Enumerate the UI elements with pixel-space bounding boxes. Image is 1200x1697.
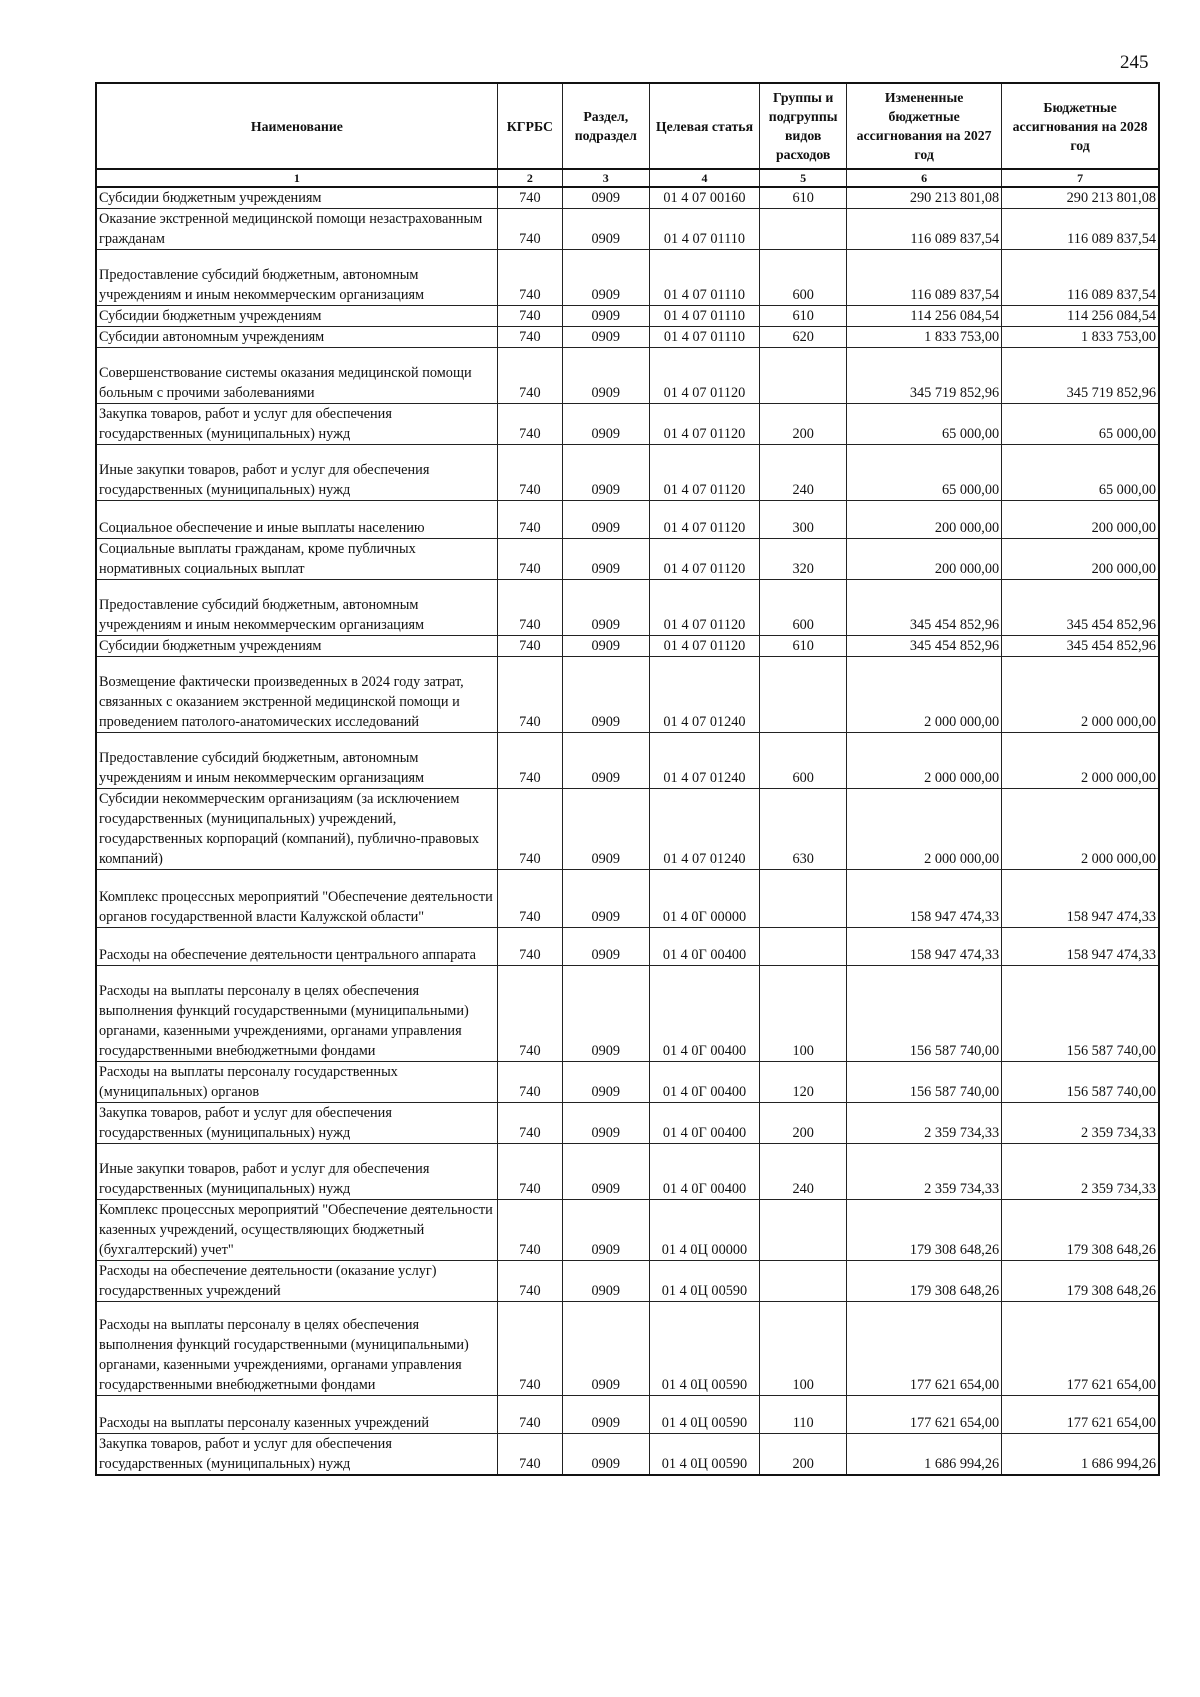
row-amount-2027: 345 454 852,96: [847, 636, 1002, 657]
row-section: 0909: [562, 966, 649, 1062]
budget-table: [95, 82, 1160, 1476]
table-header-row: [96, 83, 1159, 169]
column-number: 4: [649, 169, 760, 187]
row-name: Комплекс процессных мероприятий "Обеспечение деятельности казенных учреждений, осуществляющих бюджетный (бухгалтерский) учет": [96, 1200, 497, 1261]
row-group: [760, 209, 847, 250]
row-amount-2028: 1 686 994,26: [1002, 1434, 1159, 1476]
row-name: Предоставление субсидий бюджетным, автономным учреждениям и иным некоммерческим организациям: [96, 733, 497, 789]
row-amount-2027: 158 947 474,33: [847, 928, 1002, 966]
row-kgrbs: 740: [497, 870, 562, 928]
row-amount-2027: 156 587 740,00: [847, 966, 1002, 1062]
column-number: 3: [562, 169, 649, 187]
row-amount-2027: 345 719 852,96: [847, 348, 1002, 404]
row-amount-2028: 179 308 648,26: [1002, 1200, 1159, 1261]
row-section: 0909: [562, 1062, 649, 1103]
table-body: [96, 187, 1159, 1475]
row-amount-2027: 200 000,00: [847, 501, 1002, 539]
row-name: Предоставление субсидий бюджетным, автономным учреждениям и иным некоммерческим организациям: [96, 250, 497, 306]
row-name: Закупка товаров, работ и услуг для обеспечения государственных (муниципальных) нужд: [96, 1434, 497, 1476]
row-section: 0909: [562, 404, 649, 445]
row-amount-2027: 156 587 740,00: [847, 1062, 1002, 1103]
row-amount-2027: 2 000 000,00: [847, 789, 1002, 870]
table-row: [96, 539, 1159, 580]
row-target: 01 4 07 01120: [649, 501, 760, 539]
row-target: 01 4 0Г 00400: [649, 1144, 760, 1200]
row-section: 0909: [562, 501, 649, 539]
row-kgrbs: 740: [497, 928, 562, 966]
row-target: 01 4 0Ц 00590: [649, 1434, 760, 1476]
table-row: [96, 306, 1159, 327]
header-section: Раздел, подраздел: [562, 83, 649, 169]
row-group: 610: [760, 306, 847, 327]
row-group: 200: [760, 1103, 847, 1144]
row-name: Расходы на выплаты персоналу казенных учреждений: [96, 1396, 497, 1434]
row-kgrbs: 740: [497, 1261, 562, 1302]
table-row: [96, 870, 1159, 928]
row-amount-2027: 177 621 654,00: [847, 1302, 1002, 1396]
row-amount-2028: 2 359 734,33: [1002, 1144, 1159, 1200]
row-amount-2027: 114 256 084,54: [847, 306, 1002, 327]
row-section: 0909: [562, 1200, 649, 1261]
table-row: [96, 580, 1159, 636]
table-row: [96, 1302, 1159, 1396]
row-amount-2027: 116 089 837,54: [847, 250, 1002, 306]
row-amount-2027: 179 308 648,26: [847, 1200, 1002, 1261]
row-name: Комплекс процессных мероприятий "Обеспечение деятельности органов государственной власти Калужской области": [96, 870, 497, 928]
row-name: Расходы на обеспечение деятельности (оказание услуг) государственных учреждений: [96, 1261, 497, 1302]
row-group: [760, 1200, 847, 1261]
row-target: 01 4 07 01120: [649, 404, 760, 445]
table-row: [96, 1062, 1159, 1103]
row-group: 630: [760, 789, 847, 870]
row-name: Оказание экстренной медицинской помощи незастрахованным гражданам: [96, 209, 497, 250]
row-group: 240: [760, 1144, 847, 1200]
table-row: [96, 966, 1159, 1062]
table-row: [96, 250, 1159, 306]
row-amount-2028: 65 000,00: [1002, 445, 1159, 501]
row-target: 01 4 07 01240: [649, 789, 760, 870]
row-group: 600: [760, 733, 847, 789]
column-number: 6: [847, 169, 1002, 187]
row-amount-2027: 1 833 753,00: [847, 327, 1002, 348]
row-section: 0909: [562, 187, 649, 209]
row-name: Совершенствование системы оказания медицинской помощи больным с прочими заболеваниями: [96, 348, 497, 404]
row-amount-2027: 1 686 994,26: [847, 1434, 1002, 1476]
row-target: 01 4 0Г 00400: [649, 1062, 760, 1103]
row-group: 620: [760, 327, 847, 348]
row-target: 01 4 07 01240: [649, 733, 760, 789]
row-name: Расходы на выплаты персоналу государственных (муниципальных) органов: [96, 1062, 497, 1103]
row-group: [760, 348, 847, 404]
column-number: 1: [96, 169, 497, 187]
table-row: [96, 789, 1159, 870]
row-target: 01 4 0Ц 00590: [649, 1261, 760, 1302]
table-row: [96, 348, 1159, 404]
table-row: [96, 404, 1159, 445]
row-target: 01 4 07 01120: [649, 580, 760, 636]
row-kgrbs: 740: [497, 789, 562, 870]
column-number: 7: [1002, 169, 1159, 187]
row-section: 0909: [562, 928, 649, 966]
row-section: 0909: [562, 657, 649, 733]
row-group: 100: [760, 966, 847, 1062]
row-amount-2027: 345 454 852,96: [847, 580, 1002, 636]
row-target: 01 4 07 00160: [649, 187, 760, 209]
row-kgrbs: 740: [497, 1396, 562, 1434]
row-name: Иные закупки товаров, работ и услуг для обеспечения государственных (муниципальных) нужд: [96, 1144, 497, 1200]
row-amount-2027: 2 359 734,33: [847, 1103, 1002, 1144]
table-row: [96, 1103, 1159, 1144]
row-amount-2028: 114 256 084,54: [1002, 306, 1159, 327]
row-group: [760, 657, 847, 733]
row-group: 110: [760, 1396, 847, 1434]
table-row: [96, 187, 1159, 209]
row-amount-2028: 2 000 000,00: [1002, 733, 1159, 789]
row-kgrbs: 740: [497, 539, 562, 580]
row-amount-2028: 2 000 000,00: [1002, 789, 1159, 870]
row-amount-2028: 158 947 474,33: [1002, 870, 1159, 928]
row-section: 0909: [562, 348, 649, 404]
row-name: Субсидии некоммерческим организациям (за исключением государственных (муниципальных) учреждений, государственных корпораций (компаний), публично-правовых компаний): [96, 789, 497, 870]
row-section: 0909: [562, 1144, 649, 1200]
row-amount-2028: 116 089 837,54: [1002, 250, 1159, 306]
row-amount-2028: 158 947 474,33: [1002, 928, 1159, 966]
row-amount-2027: 65 000,00: [847, 445, 1002, 501]
table-row: [96, 636, 1159, 657]
row-kgrbs: 740: [497, 1200, 562, 1261]
row-amount-2028: 345 454 852,96: [1002, 580, 1159, 636]
table-row: [96, 1396, 1159, 1434]
row-name: Закупка товаров, работ и услуг для обеспечения государственных (муниципальных) нужд: [96, 1103, 497, 1144]
table-row: [96, 657, 1159, 733]
row-group: 610: [760, 636, 847, 657]
row-name: Возмещение фактически произведенных в 2024 году затрат, связанных с оказанием экстренной медицинской помощи и проведением патолого-анатомических исследований: [96, 657, 497, 733]
row-target: 01 4 0Ц 00000: [649, 1200, 760, 1261]
row-target: 01 4 0Ц 00590: [649, 1396, 760, 1434]
row-amount-2028: 345 454 852,96: [1002, 636, 1159, 657]
row-amount-2028: 2 000 000,00: [1002, 657, 1159, 733]
row-target: 01 4 07 01120: [649, 636, 760, 657]
row-section: 0909: [562, 1103, 649, 1144]
row-amount-2028: 1 833 753,00: [1002, 327, 1159, 348]
row-section: 0909: [562, 445, 649, 501]
column-number-row: [96, 169, 1159, 187]
row-name: Субсидии бюджетным учреждениям: [96, 187, 497, 209]
row-kgrbs: 740: [497, 306, 562, 327]
row-target: 01 4 07 01120: [649, 445, 760, 501]
row-section: 0909: [562, 250, 649, 306]
row-amount-2028: 345 719 852,96: [1002, 348, 1159, 404]
row-group: 200: [760, 404, 847, 445]
row-amount-2028: 2 359 734,33: [1002, 1103, 1159, 1144]
row-amount-2028: 156 587 740,00: [1002, 1062, 1159, 1103]
row-section: 0909: [562, 306, 649, 327]
row-amount-2028: 156 587 740,00: [1002, 966, 1159, 1062]
row-amount-2027: 179 308 648,26: [847, 1261, 1002, 1302]
row-target: 01 4 07 01240: [649, 657, 760, 733]
table-row: [96, 733, 1159, 789]
row-section: 0909: [562, 327, 649, 348]
row-section: 0909: [562, 870, 649, 928]
row-section: 0909: [562, 580, 649, 636]
row-name: Расходы на обеспечение деятельности центрального аппарата: [96, 928, 497, 966]
header-kgrbs: КГРБС: [497, 83, 562, 169]
table-row: [96, 445, 1159, 501]
row-amount-2027: 200 000,00: [847, 539, 1002, 580]
header-amount-2027: Измененные бюджетные ассигнования на 2027 год: [847, 83, 1002, 169]
header-name: Наименование: [96, 83, 497, 169]
row-section: 0909: [562, 1302, 649, 1396]
table-row: [96, 501, 1159, 539]
row-amount-2028: 290 213 801,08: [1002, 187, 1159, 209]
row-target: 01 4 07 01110: [649, 327, 760, 348]
row-target: 01 4 0Г 00400: [649, 966, 760, 1062]
row-name: Социальные выплаты гражданам, кроме публичных нормативных социальных выплат: [96, 539, 497, 580]
table-row: [96, 209, 1159, 250]
row-name: Субсидии бюджетным учреждениям: [96, 306, 497, 327]
row-target: 01 4 0Г 00000: [649, 870, 760, 928]
table-row: [96, 1434, 1159, 1476]
row-section: 0909: [562, 1396, 649, 1434]
row-amount-2028: 65 000,00: [1002, 404, 1159, 445]
row-group: [760, 928, 847, 966]
header-target: Целевая статья: [649, 83, 760, 169]
row-section: 0909: [562, 636, 649, 657]
row-name: Социальное обеспечение и иные выплаты населению: [96, 501, 497, 539]
row-kgrbs: 740: [497, 657, 562, 733]
row-target: 01 4 07 01120: [649, 348, 760, 404]
column-number: 2: [497, 169, 562, 187]
row-kgrbs: 740: [497, 501, 562, 539]
table-row: [96, 1144, 1159, 1200]
row-kgrbs: 740: [497, 209, 562, 250]
row-group: 240: [760, 445, 847, 501]
row-kgrbs: 740: [497, 580, 562, 636]
row-target: 01 4 0Г 00400: [649, 928, 760, 966]
row-amount-2027: 2 000 000,00: [847, 657, 1002, 733]
row-section: 0909: [562, 209, 649, 250]
row-name: Субсидии бюджетным учреждениям: [96, 636, 497, 657]
table-row: [96, 928, 1159, 966]
row-group: 320: [760, 539, 847, 580]
row-target: 01 4 0Г 00400: [649, 1103, 760, 1144]
column-number: 5: [760, 169, 847, 187]
row-group: 600: [760, 580, 847, 636]
row-amount-2027: 177 621 654,00: [847, 1396, 1002, 1434]
row-group: [760, 870, 847, 928]
row-amount-2028: 200 000,00: [1002, 539, 1159, 580]
row-amount-2027: 2 000 000,00: [847, 733, 1002, 789]
row-kgrbs: 740: [497, 187, 562, 209]
row-kgrbs: 740: [497, 733, 562, 789]
table-row: [96, 327, 1159, 348]
row-amount-2028: 116 089 837,54: [1002, 209, 1159, 250]
page-number: 245: [1120, 52, 1149, 73]
row-name: Расходы на выплаты персоналу в целях обеспечения выполнения функций государственными (муниципальными) органами, казенными учреждениями, органами управления государственными внебюджетными фондами: [96, 966, 497, 1062]
row-kgrbs: 740: [497, 1434, 562, 1476]
row-kgrbs: 740: [497, 348, 562, 404]
row-section: 0909: [562, 539, 649, 580]
row-amount-2028: 177 621 654,00: [1002, 1396, 1159, 1434]
row-target: 01 4 07 01120: [649, 539, 760, 580]
row-amount-2027: 2 359 734,33: [847, 1144, 1002, 1200]
row-kgrbs: 740: [497, 1302, 562, 1396]
row-kgrbs: 740: [497, 636, 562, 657]
row-kgrbs: 740: [497, 445, 562, 501]
table-row: [96, 1200, 1159, 1261]
row-target: 01 4 07 01110: [649, 250, 760, 306]
row-amount-2027: 65 000,00: [847, 404, 1002, 445]
row-kgrbs: 740: [497, 966, 562, 1062]
row-group: [760, 1261, 847, 1302]
row-target: 01 4 07 01110: [649, 209, 760, 250]
row-group: 600: [760, 250, 847, 306]
row-section: 0909: [562, 789, 649, 870]
row-name: Иные закупки товаров, работ и услуг для обеспечения государственных (муниципальных) нужд: [96, 445, 497, 501]
row-amount-2028: 177 621 654,00: [1002, 1302, 1159, 1396]
row-target: 01 4 07 01110: [649, 306, 760, 327]
row-amount-2028: 179 308 648,26: [1002, 1261, 1159, 1302]
row-group: 120: [760, 1062, 847, 1103]
row-name: Субсидии автономным учреждениям: [96, 327, 497, 348]
row-group: 610: [760, 187, 847, 209]
row-name: Закупка товаров, работ и услуг для обеспечения государственных (муниципальных) нужд: [96, 404, 497, 445]
row-target: 01 4 0Ц 00590: [649, 1302, 760, 1396]
row-group: 200: [760, 1434, 847, 1476]
row-amount-2027: 158 947 474,33: [847, 870, 1002, 928]
header-amount-2028: Бюджетные ассигнования на 2028 год: [1002, 83, 1159, 169]
table-row: [96, 1261, 1159, 1302]
row-section: 0909: [562, 1261, 649, 1302]
header-group: Группы и подгруппы видов расходов: [760, 83, 847, 169]
row-section: 0909: [562, 733, 649, 789]
row-amount-2027: 290 213 801,08: [847, 187, 1002, 209]
row-kgrbs: 740: [497, 404, 562, 445]
row-kgrbs: 740: [497, 1144, 562, 1200]
row-kgrbs: 740: [497, 1062, 562, 1103]
row-kgrbs: 740: [497, 1103, 562, 1144]
row-name: Расходы на выплаты персоналу в целях обеспечения выполнения функций государственными (муниципальными) органами, казенными учреждениями, органами управления государственными внебюджетными фондами: [96, 1302, 497, 1396]
row-kgrbs: 740: [497, 250, 562, 306]
row-name: Предоставление субсидий бюджетным, автономным учреждениям и иным некоммерческим организациям: [96, 580, 497, 636]
row-amount-2027: 116 089 837,54: [847, 209, 1002, 250]
row-section: 0909: [562, 1434, 649, 1476]
row-group: 300: [760, 501, 847, 539]
row-amount-2028: 200 000,00: [1002, 501, 1159, 539]
row-kgrbs: 740: [497, 327, 562, 348]
row-group: 100: [760, 1302, 847, 1396]
